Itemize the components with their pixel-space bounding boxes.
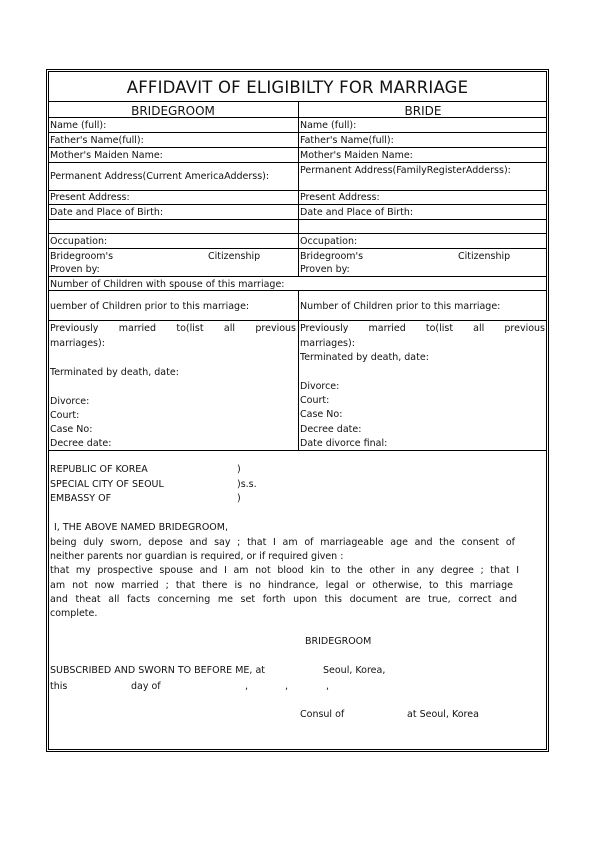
bride-previously-married-label: Previously married to(list all previous xyxy=(300,323,545,334)
bride-present-address-label: Present Address: xyxy=(300,192,380,203)
bride-father-label: Father's Name(full): xyxy=(300,135,394,146)
venue-bracket: ) xyxy=(237,464,241,475)
groom-previously-married-label: Previously married to(list all previous xyxy=(50,323,296,334)
groom-citizenship-label: Bridegroom's xyxy=(50,251,114,262)
oath-line: complete. xyxy=(50,608,98,619)
venue-bracket-ss: )s.s. xyxy=(237,479,257,490)
consul-label: Consul of xyxy=(300,709,345,720)
oath-line: neither parents nor guardian is required, or if required given : xyxy=(50,551,344,562)
bride-heading: BRIDE xyxy=(404,104,442,115)
venue-bracket: ) xyxy=(237,493,241,504)
groom-marriages-label: marriages): xyxy=(50,338,105,349)
subscribed-text: SUBSCRIBED AND SWORN TO BEFORE ME, at xyxy=(50,665,265,676)
bride-children-prior-label: Number of Children prior to this marriage: xyxy=(300,301,501,312)
children-with-spouse-label: Number of Children with spouse of this marriage: xyxy=(50,279,285,290)
bride-court-label: Court: xyxy=(300,395,330,406)
groom-case-label: Case No: xyxy=(50,424,93,435)
bride-divorce-label: Divorce: xyxy=(300,381,340,392)
oath-line: and theat all facts concerning me set forth upon this document are true, correct and xyxy=(50,594,517,605)
groom-occupation-label: Occupation: xyxy=(50,236,108,247)
bride-proven-label: Proven by: xyxy=(300,264,350,275)
rule xyxy=(48,276,547,277)
oath-lead: I, THE ABOVE NAMED BRIDEGROOM, xyxy=(54,522,229,533)
groom-citizenship-word: Citizenship xyxy=(208,251,261,262)
subscribed-place: Seoul, Korea, xyxy=(323,665,386,676)
column-divider xyxy=(298,101,299,276)
venue-republic: REPUBLIC OF KOREA xyxy=(50,464,148,475)
bride-mother-label: Mother's Maiden Name: xyxy=(300,150,413,161)
groom-name-label: Name (full): xyxy=(50,120,107,131)
subscribed-comma: , xyxy=(245,681,249,692)
bride-divorce-final-label: Date divorce final: xyxy=(300,438,388,449)
oath-line: am not now married ; that there is no hindrance, legal or otherwise, to this marriage xyxy=(50,580,513,591)
bridegroom-signature-label: BRIDEGROOM xyxy=(305,636,372,647)
column-divider xyxy=(298,290,299,450)
groom-present-address-label: Present Address: xyxy=(50,192,130,203)
subscribed-this: this xyxy=(50,681,68,692)
bride-name-label: Name (full): xyxy=(300,120,357,131)
bridegroom-heading: BRIDEGROOM xyxy=(131,104,215,115)
groom-court-label: Court: xyxy=(50,410,80,421)
groom-permanent-address-label: Permanent Address(Current AmericaAdderss): xyxy=(50,171,270,182)
venue-city: SPECIAL CITY OF SEOUL xyxy=(50,479,164,490)
bride-birth-label: Date and Place of Birth: xyxy=(300,207,414,218)
groom-decree-label: Decree date: xyxy=(50,438,112,449)
bride-citizenship-label: Bridegroom's xyxy=(300,251,364,262)
document-title: AFFIDAVIT OF ELIGIBILTY FOR MARRIAGE xyxy=(126,78,469,97)
consul-location: at Seoul, Korea xyxy=(407,709,479,720)
bride-citizenship-word: Citizenship xyxy=(458,251,511,262)
groom-children-prior-label: uember of Children prior to this marriage: xyxy=(50,301,250,312)
bride-permanent-address-label: Permanent Address(FamilyRegisterAdderss): xyxy=(300,165,511,176)
groom-terminated-label: Terminated by death, date: xyxy=(50,367,179,378)
bride-case-label: Case No: xyxy=(300,409,343,420)
subscribed-comma: , xyxy=(326,681,330,692)
groom-father-label: Father's Name(full): xyxy=(50,135,144,146)
bride-decree-label: Decree date: xyxy=(300,424,362,435)
bride-terminated-label: Terminated by death, date: xyxy=(300,352,429,363)
groom-birth-label: Date and Place of Birth: xyxy=(50,207,164,218)
rule xyxy=(48,450,547,451)
oath-line: being duly sworn, depose and say ; that I am of marriageable age and the consent of xyxy=(50,537,515,548)
bride-marriages-label: marriages): xyxy=(300,338,355,349)
bride-occupation-label: Occupation: xyxy=(300,236,358,247)
groom-divorce-label: Divorce: xyxy=(50,396,90,407)
subscribed-day-of: day of xyxy=(131,681,161,692)
groom-mother-label: Mother's Maiden Name: xyxy=(50,150,163,161)
groom-proven-label: Proven by: xyxy=(50,264,100,275)
subscribed-comma: , xyxy=(285,681,289,692)
oath-line: that my prospective spouse and I am not blood kin to the other in any degree ; that I xyxy=(50,565,519,576)
venue-embassy: EMBASSY OF xyxy=(50,493,112,504)
